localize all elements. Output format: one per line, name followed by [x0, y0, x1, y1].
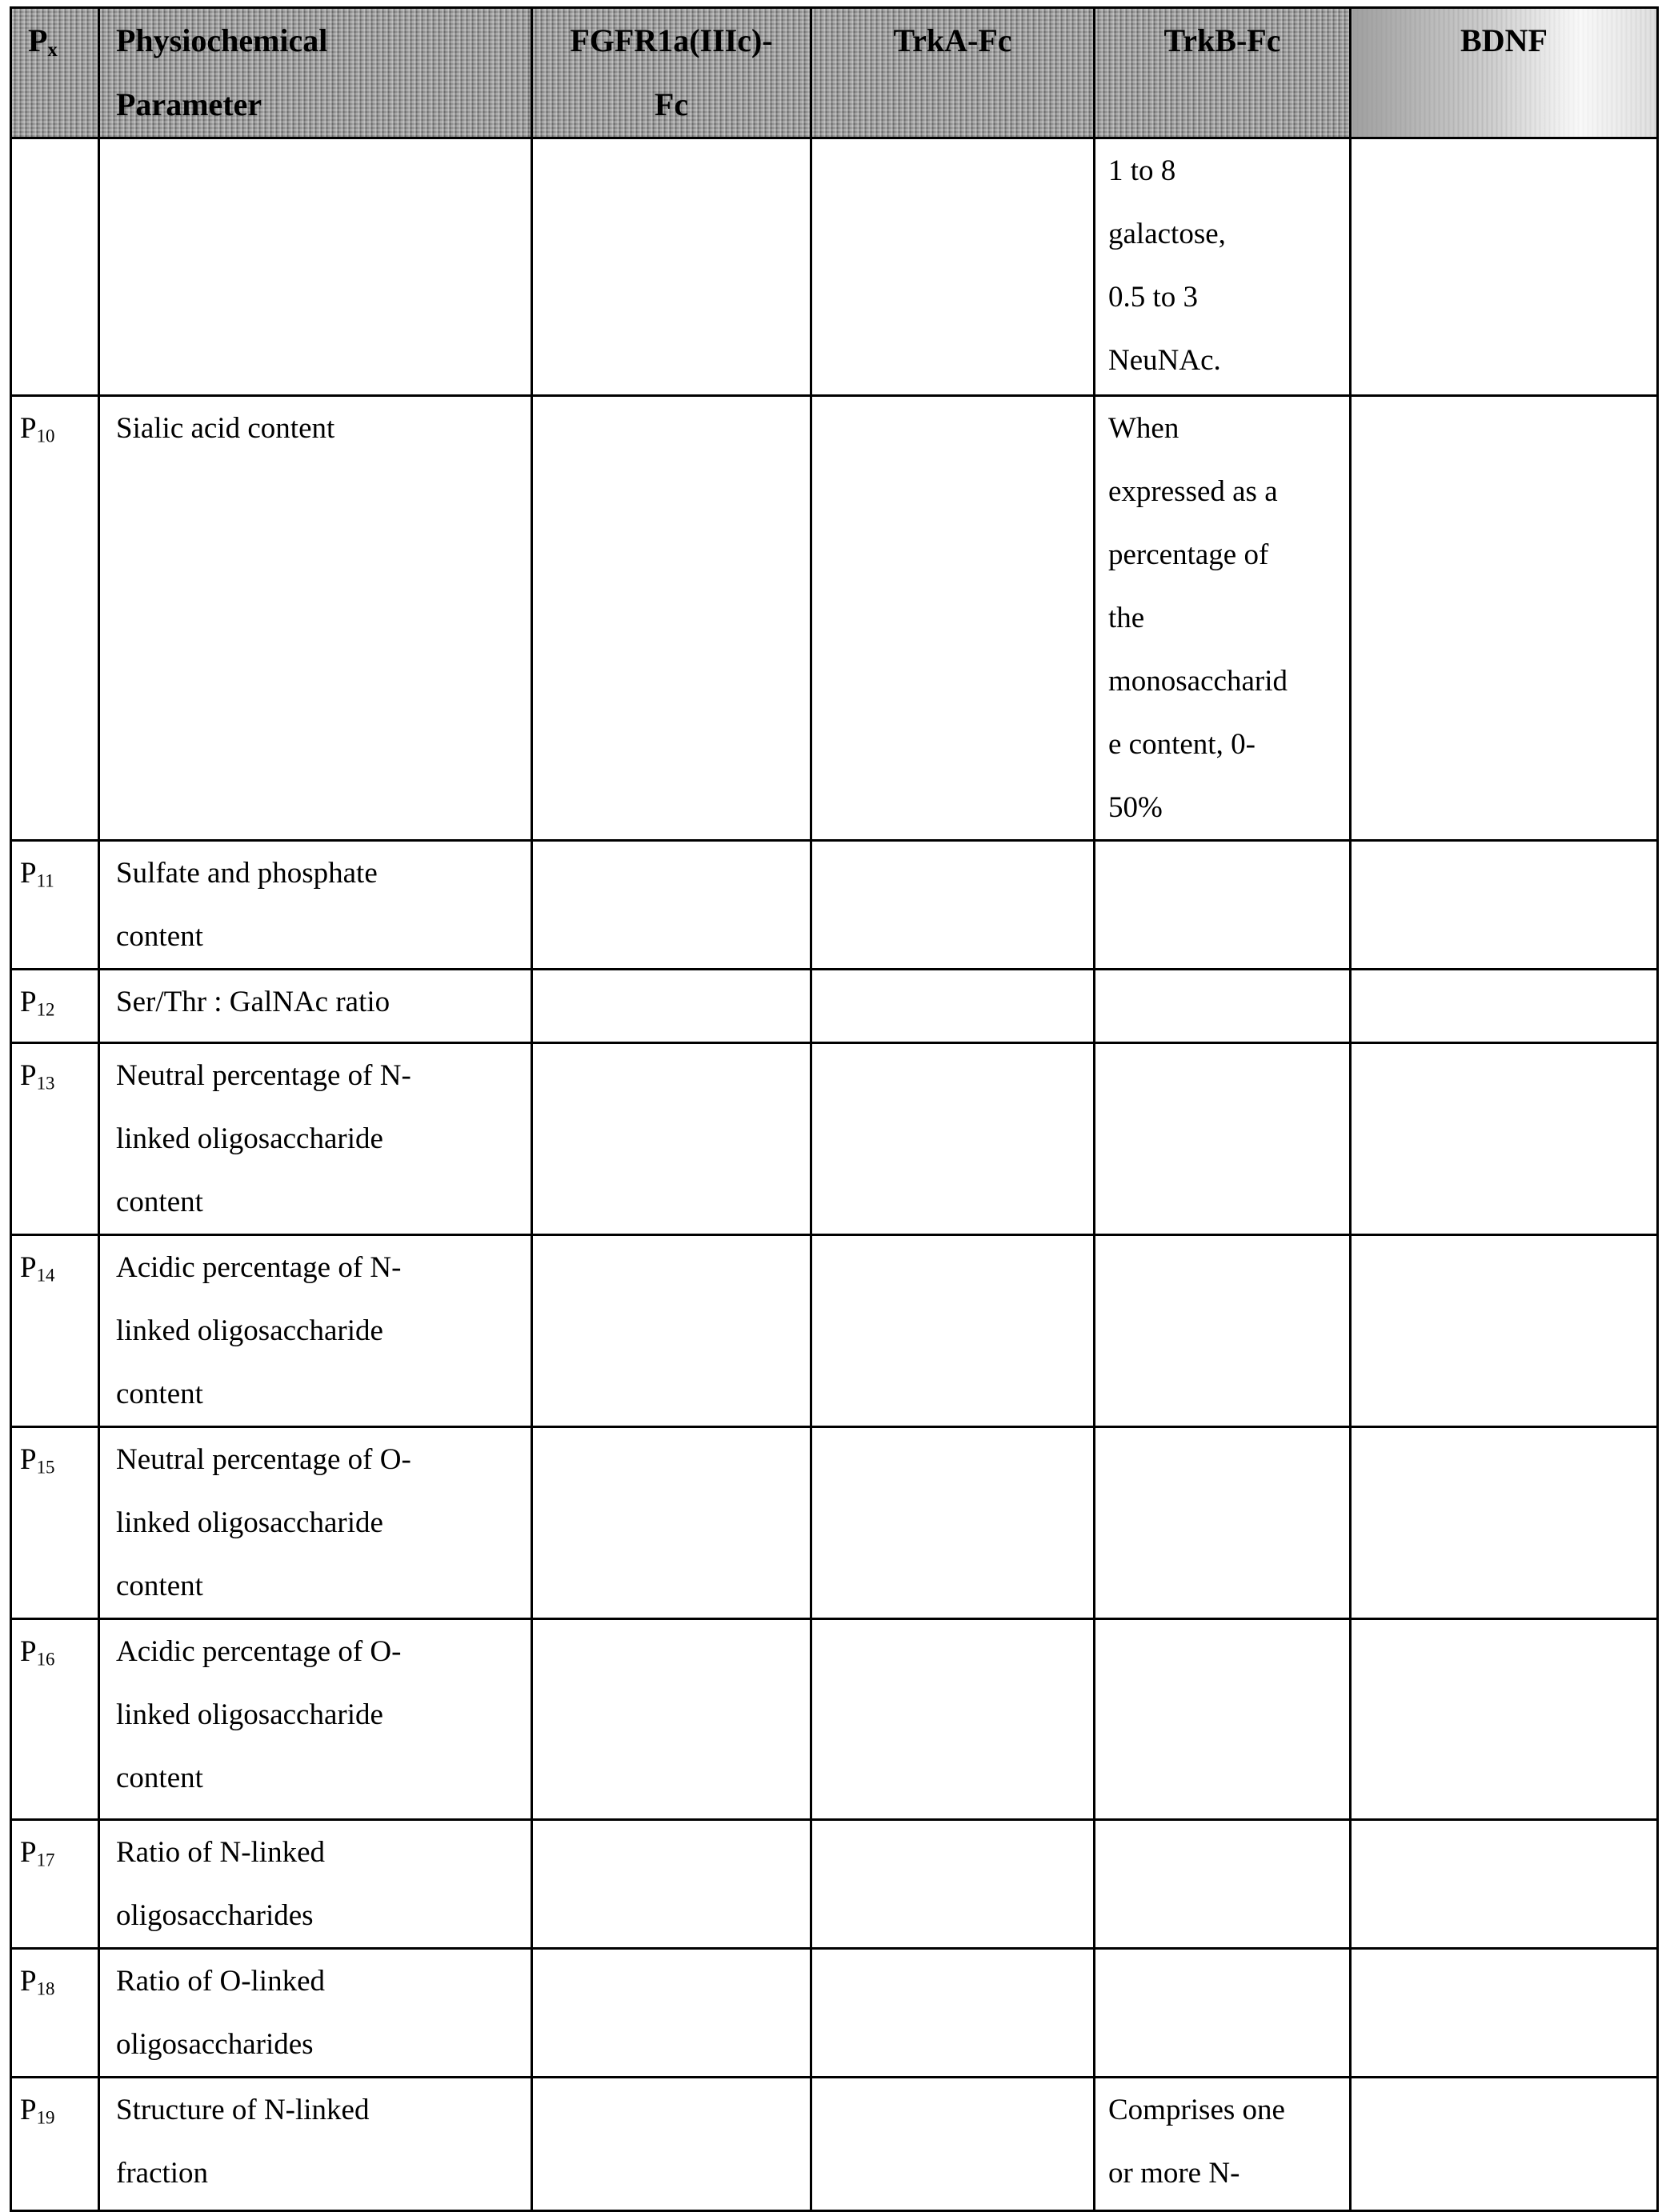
trkb-fc-cell-line: When — [1108, 412, 1179, 445]
trkb-fc-cell — [1095, 2077, 1351, 2210]
parameter-cell-line: Acidic percentage of N- — [116, 1250, 402, 1284]
parameter-cell-line: content — [116, 1761, 203, 1794]
fgfr1a-fc-cell — [532, 1948, 811, 2077]
parameter-id-subscript: 17 — [36, 1850, 55, 1870]
parameter-cell-line: Sulfate and phosphate — [116, 857, 378, 890]
fgfr1a-fc-cell — [532, 1426, 811, 1618]
header-bdnf-label: BDNF — [1460, 22, 1548, 58]
parameter-cell — [99, 138, 532, 396]
header-px-subscript: x — [47, 39, 58, 62]
parameter-cell-line: fraction — [116, 2156, 209, 2190]
table-row — [11, 2077, 1658, 2210]
bdnf-cell — [1351, 1618, 1658, 1819]
parameter-id-cell — [11, 2077, 99, 2210]
parameter-cell-line: oligosaccharides — [116, 2027, 314, 2061]
trkb-fc-cell — [1095, 396, 1351, 841]
parameter-id-letter: P — [20, 1634, 37, 1668]
table-header — [11, 8, 1658, 138]
parameter-id — [12, 970, 98, 1042]
header-parameter-line2: Parameter — [116, 86, 262, 122]
parameter-id-letter: P — [20, 857, 37, 890]
parameter-id-letter: P — [20, 1442, 37, 1476]
header-parameter — [99, 8, 532, 138]
parameter-id-subscript: 19 — [36, 2107, 55, 2128]
parameter-id — [12, 1950, 98, 2021]
trkb-fc-cell-line: the — [1108, 602, 1145, 634]
header-fgfr1a-fc — [532, 8, 811, 138]
parameter-id-cell — [11, 1234, 99, 1426]
bdnf-cell — [1351, 1948, 1658, 2077]
parameter-cell — [99, 970, 532, 1043]
parameter-cell-line: Acidic percentage of O- — [116, 1634, 402, 1668]
parameter-cell — [99, 2077, 532, 2210]
parameter-id-subscript: 14 — [36, 1265, 55, 1286]
parameter-cell — [99, 1042, 532, 1234]
table-row — [11, 1618, 1658, 1819]
parameter-id-subscript: 12 — [36, 999, 55, 1020]
trka-fc-cell — [811, 1948, 1095, 2077]
parameter-cell-line: Ser/Thr : GalNAc ratio — [116, 986, 390, 1018]
parameter-cell-line: linked oligosaccharide — [116, 1122, 383, 1155]
trkb-fc-cell-line: 0.5 to 3 — [1108, 281, 1199, 314]
parameter-id-cell — [11, 396, 99, 841]
header-bdnf — [1351, 8, 1658, 138]
trkb-fc-cell-line: percentage of — [1108, 538, 1269, 571]
trkb-fc-cell-line: monosaccharid — [1108, 665, 1288, 698]
bdnf-cell — [1351, 2077, 1658, 2210]
parameter-cell-line: Neutral percentage of N- — [116, 1058, 411, 1092]
parameter-cell — [99, 1948, 532, 2077]
parameter-cell — [99, 1426, 532, 1618]
fgfr1a-fc-cell — [532, 138, 811, 396]
header-trkb-label: TrkB-Fc — [1163, 22, 1281, 58]
parameter-cell-line: linked oligosaccharide — [116, 1698, 383, 1731]
parameter-id — [12, 1821, 98, 1892]
parameter-id-letter: P — [20, 412, 37, 445]
table-row — [11, 1948, 1658, 2077]
parameter-cell-line: oligosaccharides — [116, 1898, 314, 1932]
header-parameter-line1: Physiochemical — [116, 22, 328, 58]
trkb-fc-cell-line: Comprises one — [1108, 2093, 1285, 2126]
parameter-cell-line: content — [116, 1377, 203, 1410]
parameter-id-subscript: 11 — [36, 870, 54, 891]
table-row — [11, 1234, 1658, 1426]
parameter-id-letter: P — [20, 1250, 37, 1284]
bdnf-cell — [1351, 1234, 1658, 1426]
parameter-id-cell — [11, 1042, 99, 1234]
header-px-label: P — [28, 22, 48, 58]
trka-fc-cell — [811, 970, 1095, 1043]
trkb-fc-cell — [1095, 1948, 1351, 2077]
trka-fc-cell — [811, 1426, 1095, 1618]
trka-fc-cell — [811, 1819, 1095, 1948]
parameter-id-subscript: 10 — [36, 426, 55, 446]
header-trka-label: TrkA-Fc — [893, 22, 1012, 58]
parameter-id-cell — [11, 1948, 99, 2077]
parameter-id — [12, 1620, 98, 1691]
trkb-fc-cell — [1095, 1618, 1351, 1819]
parameter-id-subscript: 18 — [36, 1978, 55, 1999]
fgfr1a-fc-cell — [532, 1234, 811, 1426]
parameter-id — [12, 1044, 98, 1115]
parameter-id — [12, 1236, 98, 1307]
header-trkb-fc — [1095, 8, 1351, 138]
header-fgfr-line1: FGFR1a(IIIc)- — [570, 22, 773, 58]
parameter-cell-line: Structure of N-linked — [116, 2093, 370, 2126]
parameter-cell-line: Ratio of N-linked — [116, 1835, 326, 1869]
parameter-id-cell — [11, 1819, 99, 1948]
trkb-fc-cell-line: galactose, — [1108, 218, 1226, 250]
bdnf-cell — [1351, 138, 1658, 396]
parameter-cell — [99, 841, 532, 970]
parameter-id-cell — [11, 138, 99, 396]
parameter-id-subscript: 15 — [36, 1457, 55, 1478]
trka-fc-cell — [811, 1042, 1095, 1234]
trkb-fc-cell-line: or more N- — [1108, 2156, 1240, 2190]
trkb-fc-cell-line: e content, 0- — [1108, 728, 1256, 761]
trkb-fc-cell — [1095, 138, 1351, 396]
fgfr1a-fc-cell — [532, 970, 811, 1043]
parameter-cell-line: Neutral percentage of O- — [116, 1442, 411, 1476]
parameter-id-cell — [11, 1618, 99, 1819]
parameter-cell-line: content — [116, 920, 203, 953]
fgfr1a-fc-cell — [532, 1042, 811, 1234]
parameter-cell — [99, 396, 532, 841]
trka-fc-cell — [811, 396, 1095, 841]
parameter-id-letter: P — [20, 1835, 37, 1869]
parameter-cell — [99, 1234, 532, 1426]
trkb-fc-cell-line: 1 to 8 — [1108, 154, 1176, 187]
parameter-id — [12, 397, 98, 468]
parameter-cell-line: content — [116, 1185, 203, 1218]
trkb-fc-cell — [1095, 841, 1351, 970]
trkb-fc-cell — [1095, 1234, 1351, 1426]
trkb-fc-cell — [1095, 1042, 1351, 1234]
physicochemical-parameter-table — [10, 6, 1659, 2212]
parameter-id-cell — [11, 841, 99, 970]
header-fgfr-line2: Fc — [654, 86, 689, 122]
table-row — [11, 1426, 1658, 1618]
header-row — [11, 8, 1658, 138]
trka-fc-cell — [811, 138, 1095, 396]
trkb-fc-cell-line: 50% — [1108, 791, 1163, 824]
trkb-fc-cell — [1095, 970, 1351, 1043]
table-row — [11, 1819, 1658, 1948]
fgfr1a-fc-cell — [532, 1819, 811, 1948]
parameter-cell-line: linked oligosaccharide — [116, 1314, 383, 1347]
parameter-id-letter: P — [20, 2093, 37, 2126]
parameter-cell-line: content — [116, 1569, 203, 1602]
trka-fc-cell — [811, 2077, 1095, 2210]
trka-fc-cell — [811, 1234, 1095, 1426]
bdnf-cell — [1351, 841, 1658, 970]
bdnf-cell — [1351, 1426, 1658, 1618]
table-row — [11, 1042, 1658, 1234]
table-body — [11, 138, 1658, 2211]
parameter-id — [12, 842, 98, 913]
table-row — [11, 970, 1658, 1043]
parameter-id-cell — [11, 970, 99, 1043]
parameter-id — [12, 2078, 98, 2150]
trka-fc-cell — [811, 841, 1095, 970]
parameter-id-letter: P — [20, 1964, 37, 1998]
trkb-fc-cell — [1095, 1819, 1351, 1948]
fgfr1a-fc-cell — [532, 2077, 811, 2210]
bdnf-cell — [1351, 970, 1658, 1043]
header-trka-fc — [811, 8, 1095, 138]
trkb-fc-cell-line: expressed as a — [1108, 475, 1278, 508]
trkb-fc-cell — [1095, 1426, 1351, 1618]
fgfr1a-fc-cell — [532, 841, 811, 970]
bdnf-cell — [1351, 1819, 1658, 1948]
parameter-id-letter: P — [20, 1058, 37, 1092]
parameter-id-cell — [11, 1426, 99, 1618]
table-row — [11, 138, 1658, 396]
parameter-id-subscript: 13 — [36, 1073, 55, 1094]
trka-fc-cell — [811, 1618, 1095, 1819]
parameter-id-subscript: 16 — [36, 1649, 55, 1670]
parameter-id-letter: P — [20, 986, 37, 1018]
parameter-cell — [99, 1618, 532, 1819]
fgfr1a-fc-cell — [532, 396, 811, 841]
bdnf-cell — [1351, 1042, 1658, 1234]
parameter-cell-line: Ratio of O-linked — [116, 1964, 326, 1998]
bdnf-cell — [1351, 396, 1658, 841]
table-row — [11, 841, 1658, 970]
parameter-cell — [99, 1819, 532, 1948]
trkb-fc-cell-line: NeuNAc. — [1108, 344, 1221, 377]
parameter-id — [12, 1428, 98, 1499]
fgfr1a-fc-cell — [532, 1618, 811, 1819]
parameter-cell-line: Sialic acid content — [116, 412, 335, 445]
parameter-cell-line: linked oligosaccharide — [116, 1506, 383, 1539]
table-row — [11, 396, 1658, 841]
header-px — [11, 8, 99, 138]
